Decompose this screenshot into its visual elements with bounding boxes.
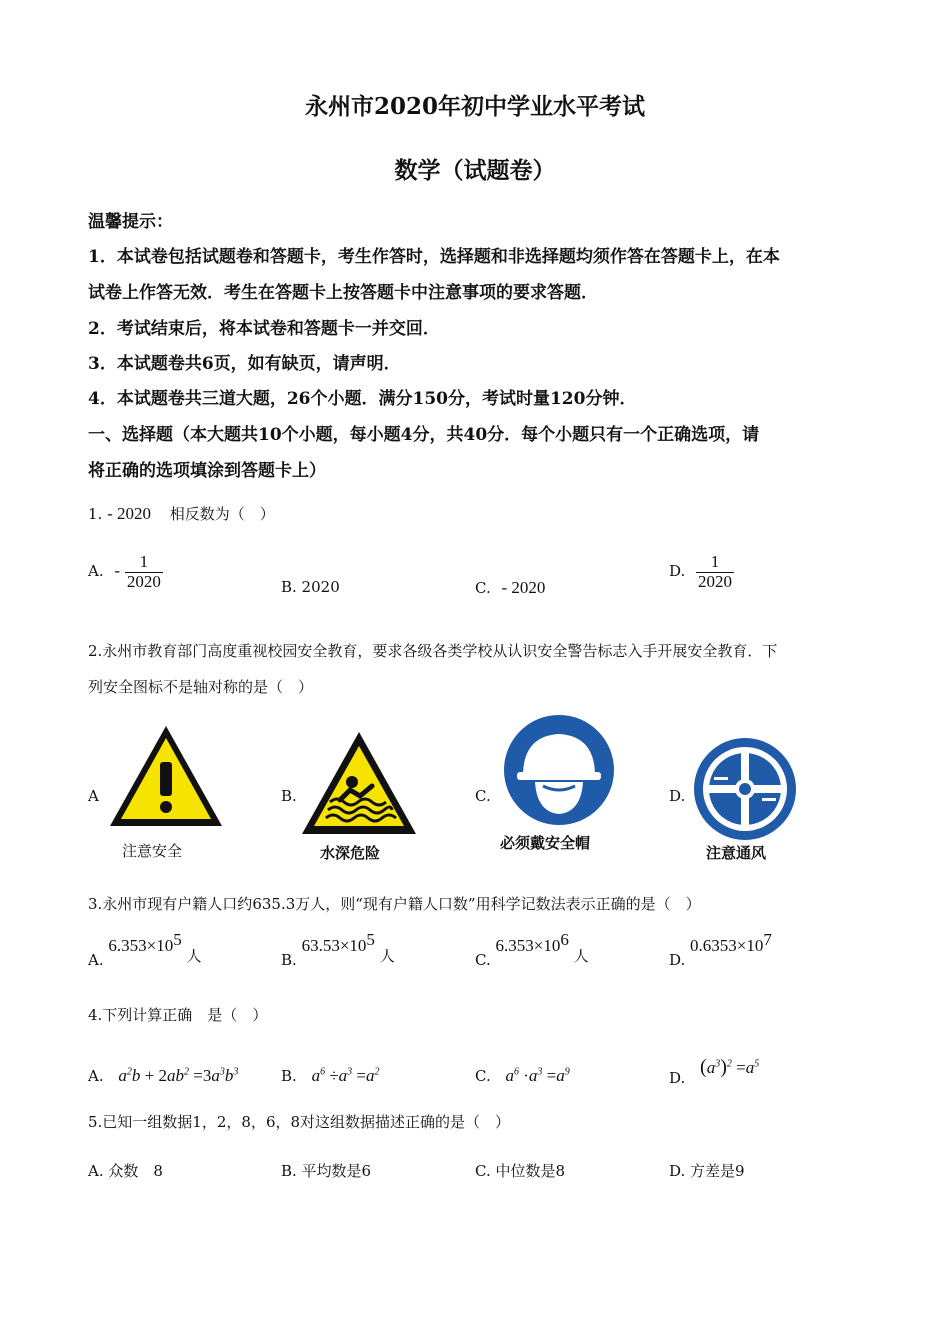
option-label: D. [669, 1069, 686, 1087]
question-1-option-b[interactable]: B. 2020 [281, 578, 340, 596]
deep-water-sign-caption: 水深危险 [320, 844, 381, 862]
option-unit: 人 [573, 947, 589, 965]
option-c-expression: $a^6 \cdot a^3 =a^9$ [505, 1066, 570, 1085]
question-4-option-c[interactable] [475, 1066, 570, 1086]
option-label: B. [281, 951, 297, 969]
question-5-option-b[interactable]: B. 平均数是6 [281, 1162, 372, 1180]
question-5-option-d[interactable]: D. 方差是9 [669, 1162, 745, 1180]
option-label: A. [88, 951, 104, 969]
question-4-option-d[interactable] [669, 1056, 760, 1087]
option-b-expression: $a^6 \div a^3 =a^2$ [311, 1066, 380, 1085]
caution-sign-caption: 注意安全 [122, 842, 183, 860]
question-2-line-1: 2.永州市教育部门高度重视校园安全教育，要求各级各类学校从认识安全警告标志入手开展安全教育．下 [88, 642, 778, 660]
question-3-option-c[interactable] [475, 930, 589, 969]
notice-item-1-line-2: 试卷上作答无效．考生在答题卡上按答题卡中注意事项的要求答题． [88, 283, 598, 303]
question-1-number: 1. [88, 505, 103, 523]
option-sign: - [114, 561, 121, 581]
fraction [696, 553, 734, 591]
question-5-option-c[interactable]: C. 中位数是8 [475, 1162, 566, 1180]
option-exponent: 7 [763, 930, 772, 949]
deep-water-sign-icon [300, 730, 418, 838]
question-3-option-a[interactable] [88, 930, 202, 969]
option-label: C. [475, 951, 491, 969]
question-4-option-b[interactable] [281, 1066, 380, 1086]
question-1-option-a[interactable] [88, 553, 163, 591]
ventilation-sign-icon [692, 737, 798, 841]
question-3-stem: 3.永州市现有户籍人口约635.3万人，则“现有户籍人口数”用科学记数法表示正确的是（ ） [88, 895, 701, 913]
option-base: 63.53×10 [301, 936, 367, 955]
question-1-option-d[interactable] [669, 553, 734, 591]
option-unit: 人 [186, 947, 202, 965]
safety-helmet-sign-caption: 必须戴安全帽 [500, 834, 591, 852]
option-unit: 人 [379, 947, 395, 965]
notice-item-1-line-1: 1．本试卷包括试题卷和答题卡，考生作答时，选择题和非选择题均须作答在答题卡上，在本 [88, 247, 780, 267]
option-label: D. [669, 562, 686, 581]
fraction-numerator: 1 [139, 552, 149, 571]
notice-item-3: 3．本试题卷共6页，如有缺页，请声明． [88, 354, 401, 374]
question-4-stem: 4.下列计算正确 是（ ） [88, 1006, 268, 1024]
question-5-stem: 5.已知一组数据1，2，8，6，8对这组数据描述正确的是（ ） [88, 1113, 511, 1131]
exam-subtitle: 数学（试题卷） [394, 157, 556, 184]
section-1-heading-line-2: 将正确的选项填涂到答题卡上） [88, 461, 326, 481]
question-4-option-a[interactable] [88, 1066, 238, 1086]
option-label: D. [669, 951, 686, 969]
fraction [125, 553, 163, 591]
fraction-denominator: 2020 [698, 571, 733, 591]
ventilation-sign-caption: 注意通风 [706, 844, 767, 862]
option-d-expression: $(a^3)^2 =a^5$ [700, 1056, 760, 1078]
question-2-option-b-label[interactable]: B. [281, 787, 297, 805]
option-base: 6.353×10 [495, 936, 561, 955]
safety-helmet-sign-icon [503, 714, 615, 826]
section-1-heading-line-1: 一、选择题（本大题共10个小题，每小题4分，共40分．每个小题只有一个正确选项，请 [88, 425, 760, 445]
option-label: B. [281, 1067, 297, 1085]
question-3-option-b[interactable] [281, 930, 395, 969]
option-label: C. [475, 579, 491, 597]
notice-heading: 温馨提示： [88, 212, 173, 232]
question-2-line-2: 列安全图标不是轴对称的是（ ） [88, 678, 314, 696]
notice-item-2: 2．考试结束后，将本试卷和答题卡一并交回． [88, 319, 440, 339]
caution-sign-icon [106, 722, 226, 830]
option-a-expression: $a^2b + 2ab^2 =3a^3b^3$ [118, 1066, 239, 1085]
option-value: - 2020 [501, 578, 546, 597]
option-exponent: 6 [560, 930, 569, 949]
option-label: C. [475, 1067, 491, 1085]
question-3-option-d[interactable] [669, 930, 772, 969]
question-1-value: - 2020 [107, 504, 152, 523]
option-exponent: 5 [366, 930, 375, 949]
question-5-option-a[interactable]: A. 众数 8 [88, 1162, 163, 1180]
question-1 [88, 503, 275, 524]
option-label: A. [88, 562, 104, 581]
question-1-stem: 相反数为（ ） [169, 505, 275, 523]
option-exponent: 5 [173, 930, 182, 949]
fraction-numerator: 1 [710, 552, 720, 571]
question-2-option-a-label[interactable]: A [88, 787, 99, 805]
question-2-option-d-label[interactable]: D. [669, 787, 686, 805]
option-base: 0.6353×10 [690, 936, 764, 955]
exam-title: 永州市2020年初中学业水平考试 [304, 93, 645, 120]
question-1-option-c[interactable] [475, 578, 545, 598]
notice-item-4: 4．本试题卷共三道大题，26个小题．满分150分，考试时量120分钟． [88, 389, 637, 409]
option-base: 6.353×10 [108, 936, 174, 955]
question-2-option-c-label[interactable]: C. [475, 787, 491, 805]
option-label: A. [88, 1067, 104, 1085]
fraction-denominator: 2020 [126, 571, 161, 591]
